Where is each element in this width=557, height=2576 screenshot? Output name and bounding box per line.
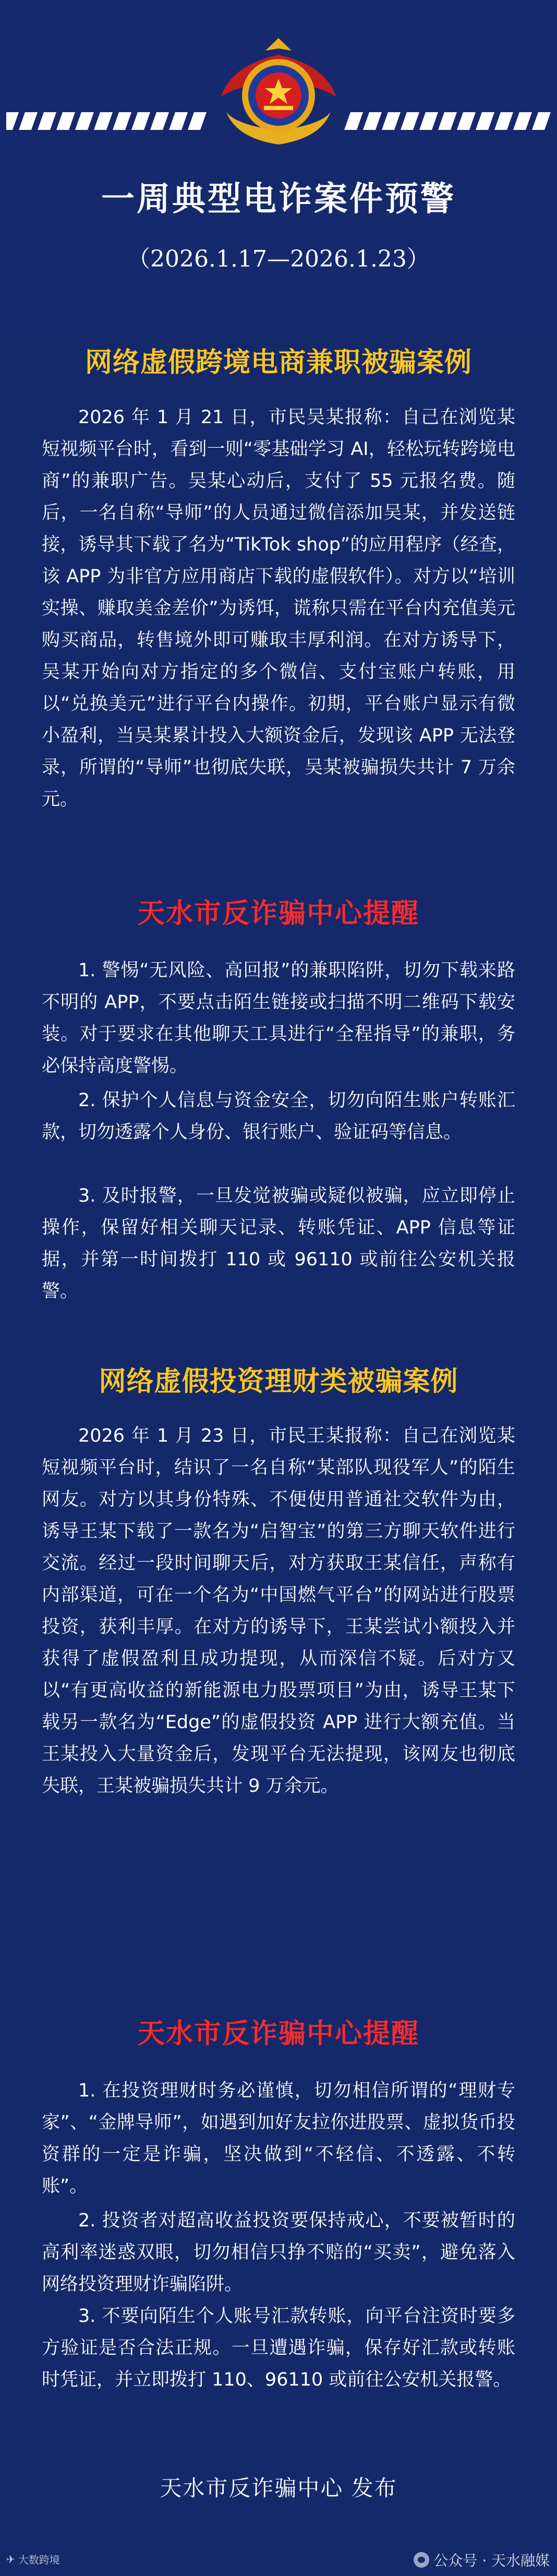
case2-title: 网络虚假投资理财类被骗案例 (99, 1366, 458, 1397)
watermark-left-text: 大数跨境 (18, 2554, 60, 2566)
case1-title: 网络虚假跨境电商兼职被骗案例 (84, 347, 472, 378)
reminder2-title: 天水市反诈骗中心提醒 (137, 2018, 419, 2050)
date-range: （2026.1.17—2026.1.23） (127, 246, 430, 272)
footer-watermark-bar (0, 2546, 557, 2576)
watermark-right-text: 公众号 · 天水融媒 (433, 2552, 550, 2569)
watermark-right (414, 2549, 550, 2570)
watermark-left (6, 2551, 60, 2567)
reminder1-tip-3: 3. 及时报警，一旦发觉被骗或疑似被骗，应立即停止操作，保留好相关聊天记录、转账凭证、APP 信息等证据，并第一时间拨打 110 或 96110 或前往公安机关报警。 (42, 1185, 515, 1302)
reminder1-tip-2: 2. 保护个人信息与资金安全，切勿向陌生账户转账汇款，切勿透露个人身份、银行账户、验证码等信息。 (42, 1090, 515, 1143)
case2-text: 2026 年 1 月 23 日，市民王某报称：自己在浏览某短视频平台时，结识了一名自称“某部队现役军人”的陌生网友。对方以其身份特殊、不便使用普通社交软件为由，诱导王某下载了一款名为“启智宝”的第三方聊天软件进行交流。经过一段时间聊天后，对方获取王某信任，声称有内部渠道，可在一个名为“中国燃气平台”的网站进行股票投资，获利丰厚。在对方的诱导下，王某尝试小额投入并获得了虚假盈利且成功提现，从而深信不疑。后对方又以“有更高收益的新能源电力股票项目”为由，诱导王某下载另一款名为“Edge”的虚假投资 APP 进行大额充值。当王某投入大量资金后，发现平台无法提现，该网友也彻底失联，王某被骗损失共计 9 万余元。 (42, 1425, 515, 1796)
reminder2-tip-1: 1. 在投资理财时务必谨慎，切勿相信所谓的“理财专家”、“金牌导师”，如遇到加好友拉你进股票、虚拟货币投资群的一定是诈骗，坚决做到“不轻信、不透露、不转账”。 (42, 2080, 515, 2197)
left-stripes-decoration (6, 112, 215, 130)
reminder2-tip-2: 2. 投资者对超高收益投资要保持戒心，不要被暂时的高利率迷惑双眼，切勿相信只挣不赔的“买卖”，避免落入网络投资理财诈骗陷阱。 (42, 2210, 515, 2295)
right-stripes-decoration (342, 112, 551, 130)
police-emblem-icon (216, 34, 341, 149)
main-title: 一周典型电诈案件预警 (101, 180, 456, 219)
header-banner (0, 0, 557, 334)
publisher-signature: 天水市反诈骗中心 发布 (160, 2475, 397, 2501)
watermark-logo-icon: ✈ (6, 2553, 15, 2566)
case1-text: 2026 年 1 月 21 日，市民吴某报称：自己在浏览某短视频平台时，看到一则“零基础学习 AI，轻松玩转跨境电商”的兼职广告。吴某心动后，支付了 55 元报名费。随后，一名自称“导师”的人员通过微信添加吴某，并发送链接，诱导其下载了名为“TikTok shop”的应用程序（经查，该 APP 为非官方应用商店下载的虚假软件）。对方以“培训实操、赚取美金差价”为诱饵，谎称只需在平台内充值美元购买商品，转售境外即可赚取丰厚利润。在对方诱导下，吴某开始向对方指定的多个微信、支付宝账户转账，用以“兑换美元”进行平台内操作。初期，平台账户显示有微小盈利，当吴某累计投入大额资金后，发现该 APP 无法登录，所谓的“导师”也彻底失联，吴某被骗损失共计 7 万余元。 (42, 407, 515, 810)
reminder1-title: 天水市反诈骗中心提醒 (137, 898, 419, 929)
reminder1-tip-1: 1. 警惕“无风险、高回报”的兼职陷阱，切勿下载来路不明的 APP，不要点击陌生链接或扫描不明二维码下载安装。对于要求在其他聊天工具进行“全程指导”的兼职，务必保持高度警惕。 (42, 960, 515, 1076)
reminder2-tip-3: 3. 不要向陌生个人账号汇款转账，向平台注资时要多方验证是否合法正规。一旦遭遇诈骗，保存好汇款或转账时凭证，并立即拨打 110、96110 或前往公安机关报警。 (42, 2306, 515, 2390)
wechat-icon (414, 2552, 429, 2568)
